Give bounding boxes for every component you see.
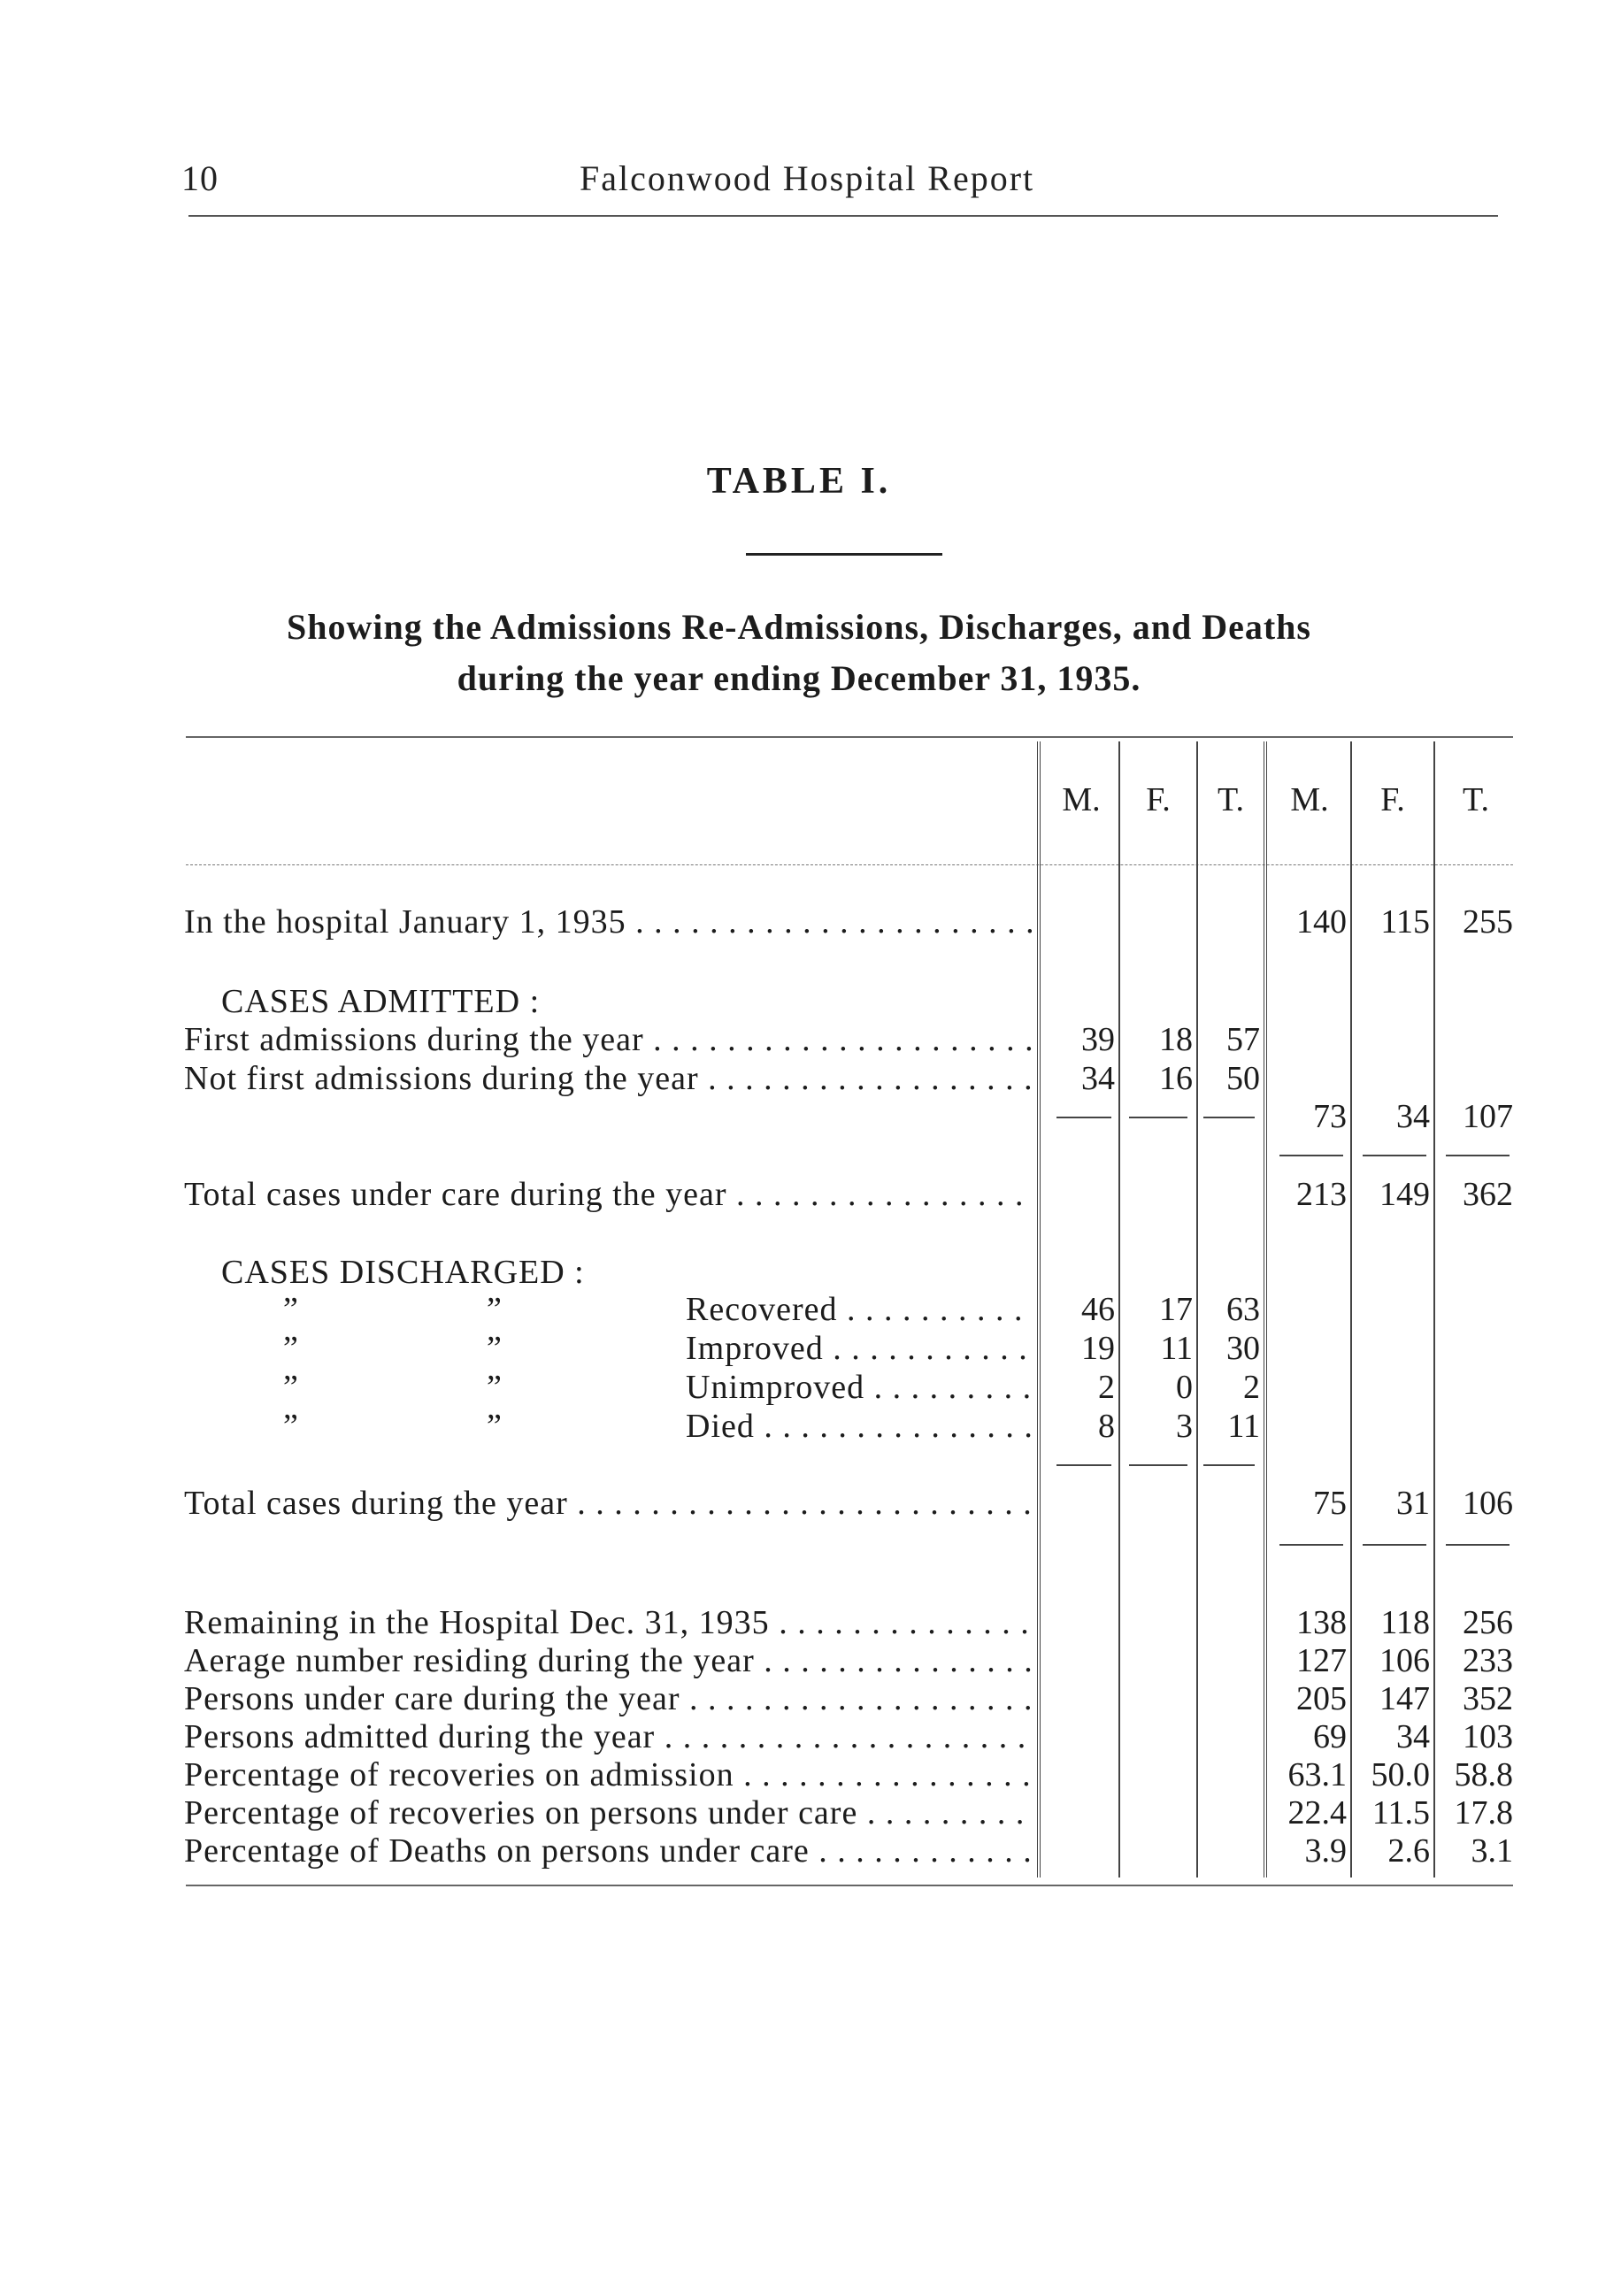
sum-rule xyxy=(1279,1155,1343,1156)
ditto-mark: ” xyxy=(487,1369,502,1406)
summary-row-label: Remaining in the Hospital Dec. 31, 1935 . . . xyxy=(184,1603,1032,1642)
page-number: 10 xyxy=(181,158,219,198)
subtitle-line-1: Showing the Admissions Re-Admissions, Discharges, and Deaths xyxy=(287,607,1311,647)
title-rule xyxy=(746,553,942,556)
cell-value: 34 xyxy=(1396,1098,1430,1135)
summary-cell-value: 63.1 xyxy=(1287,1756,1347,1793)
subtitle-line-2: during the year ending December 31, 1935. xyxy=(457,658,1141,698)
cell-value: 255 xyxy=(1463,903,1513,941)
cell-value: 63 xyxy=(1226,1291,1260,1328)
row-label: Total cases under care during the year . . . xyxy=(184,1175,1032,1214)
ditto-mark: ” xyxy=(283,1408,298,1445)
sum-rule xyxy=(1203,1464,1255,1466)
sum-rule xyxy=(1203,1117,1255,1118)
col-header-m: M. xyxy=(1290,781,1329,818)
summary-cell-value: 3.1 xyxy=(1471,1832,1513,1870)
summary-cell-value: 147 xyxy=(1379,1680,1430,1717)
group-column-rule xyxy=(1264,741,1267,1877)
running-title: Falconwood Hospital Report xyxy=(580,158,1035,198)
summary-cell-value: 103 xyxy=(1463,1718,1513,1755)
ditto-mark: ” xyxy=(283,1369,298,1406)
label-column-rule xyxy=(1037,741,1041,1877)
sum-rule xyxy=(1129,1464,1187,1466)
sum-rule xyxy=(1363,1544,1426,1546)
sum-rule xyxy=(1129,1117,1187,1118)
cell-value: 18 xyxy=(1159,1021,1193,1058)
col-header-m: M. xyxy=(1062,781,1101,818)
ditto-mark: ” xyxy=(283,1291,298,1328)
cell-value: 11 xyxy=(1227,1408,1260,1445)
summary-row-label: Persons under care during the year . . . xyxy=(184,1679,1032,1718)
summary-cell-value: 106 xyxy=(1379,1642,1430,1679)
row-label: In the hospital January 1, 1935 . . . xyxy=(184,902,1032,941)
header-rule xyxy=(188,215,1498,217)
row-label: Improved . . . xyxy=(686,1329,1032,1368)
summary-cell-value: 69 xyxy=(1313,1718,1347,1755)
cell-value: 140 xyxy=(1296,903,1347,941)
summary-cell-value: 118 xyxy=(1380,1604,1430,1641)
summary-cell-value: 17.8 xyxy=(1454,1794,1513,1831)
col-header-t: T. xyxy=(1463,781,1489,818)
summary-cell-value: 233 xyxy=(1463,1642,1513,1679)
col-header-f: F. xyxy=(1380,781,1405,818)
cell-value: 17 xyxy=(1159,1291,1193,1328)
summary-row-label: Percentage of Deaths on persons under care . . . xyxy=(184,1831,1032,1870)
summary-cell-value: 11.5 xyxy=(1371,1794,1430,1831)
row-label: Total cases during the year . . . xyxy=(184,1484,1032,1523)
summary-cell-value: 256 xyxy=(1463,1604,1513,1641)
row-label: Recovered . . . xyxy=(686,1290,1032,1329)
ditto-mark: ” xyxy=(487,1408,502,1445)
sum-rule xyxy=(1056,1464,1111,1466)
cell-value: 149 xyxy=(1379,1176,1430,1213)
cell-value: 2 xyxy=(1098,1369,1115,1406)
cell-value: 115 xyxy=(1380,903,1430,941)
row-label: Not first admissions during the year . . . xyxy=(184,1059,1032,1098)
table-title: TABLE I. xyxy=(706,461,892,502)
cell-value: 8 xyxy=(1098,1408,1115,1445)
summary-cell-value: 127 xyxy=(1296,1642,1347,1679)
table-top-rule xyxy=(186,736,1513,738)
summary-cell-value: 22.4 xyxy=(1287,1794,1347,1831)
cell-value: 362 xyxy=(1463,1176,1513,1213)
cell-value: 16 xyxy=(1159,1060,1193,1097)
summary-cell-value: 50.0 xyxy=(1371,1756,1430,1793)
cell-value: 46 xyxy=(1081,1291,1115,1328)
cell-value: 34 xyxy=(1081,1060,1115,1097)
sum-rule xyxy=(1363,1155,1426,1156)
cell-value: 75 xyxy=(1313,1485,1347,1522)
summary-cell-value: 2.6 xyxy=(1387,1832,1430,1870)
col-header-f: F. xyxy=(1146,781,1171,818)
section-heading-discharged: CASES DISCHARGED : xyxy=(221,1254,585,1291)
cell-value: 213 xyxy=(1296,1176,1347,1213)
summary-cell-value: 138 xyxy=(1296,1604,1347,1641)
sum-rule xyxy=(1279,1544,1343,1546)
summary-cell-value: 58.8 xyxy=(1454,1756,1513,1793)
sum-rule xyxy=(1056,1117,1111,1118)
summary-cell-value: 205 xyxy=(1296,1680,1347,1717)
summary-row-label: Percentage of recoveries on admission . . . xyxy=(184,1755,1032,1794)
summary-row-label: Aerage number residing during the year . . . xyxy=(184,1641,1032,1680)
header-bottom-rule xyxy=(186,864,1513,865)
ditto-mark: ” xyxy=(283,1330,298,1367)
ditto-mark: ” xyxy=(487,1291,502,1328)
section-heading-admitted: CASES ADMITTED : xyxy=(221,983,541,1020)
sum-rule xyxy=(1446,1155,1510,1156)
cell-value: 11 xyxy=(1160,1330,1193,1367)
ditto-mark: ” xyxy=(487,1330,502,1367)
cell-value: 73 xyxy=(1313,1098,1347,1135)
sum-rule xyxy=(1446,1544,1510,1546)
table-bottom-rule xyxy=(186,1885,1513,1886)
cell-value: 19 xyxy=(1081,1330,1115,1367)
summary-row-label: Persons admitted during the year . . . xyxy=(184,1717,1032,1756)
summary-cell-value: 34 xyxy=(1396,1718,1430,1755)
summary-cell-value: 352 xyxy=(1463,1680,1513,1717)
cell-value: 30 xyxy=(1226,1330,1260,1367)
cell-value: 3 xyxy=(1176,1408,1193,1445)
cell-value: 106 xyxy=(1463,1485,1513,1522)
row-label: Died . . . xyxy=(686,1407,1032,1446)
col-header-t: T. xyxy=(1218,781,1244,818)
row-label: First admissions during the year . . . xyxy=(184,1020,1032,1059)
cell-value: 57 xyxy=(1226,1021,1260,1058)
table-subtitle xyxy=(0,602,1598,704)
cell-value: 31 xyxy=(1396,1485,1430,1522)
cell-value: 0 xyxy=(1176,1369,1193,1406)
row-label: Unimproved . . . xyxy=(686,1368,1032,1407)
cell-value: 2 xyxy=(1243,1369,1260,1406)
cell-value: 39 xyxy=(1081,1021,1115,1058)
cell-value: 50 xyxy=(1226,1060,1260,1097)
summary-cell-value: 3.9 xyxy=(1304,1832,1347,1870)
cell-value: 107 xyxy=(1463,1098,1513,1135)
summary-row-label: Percentage of recoveries on persons under care . . . xyxy=(184,1793,1032,1832)
